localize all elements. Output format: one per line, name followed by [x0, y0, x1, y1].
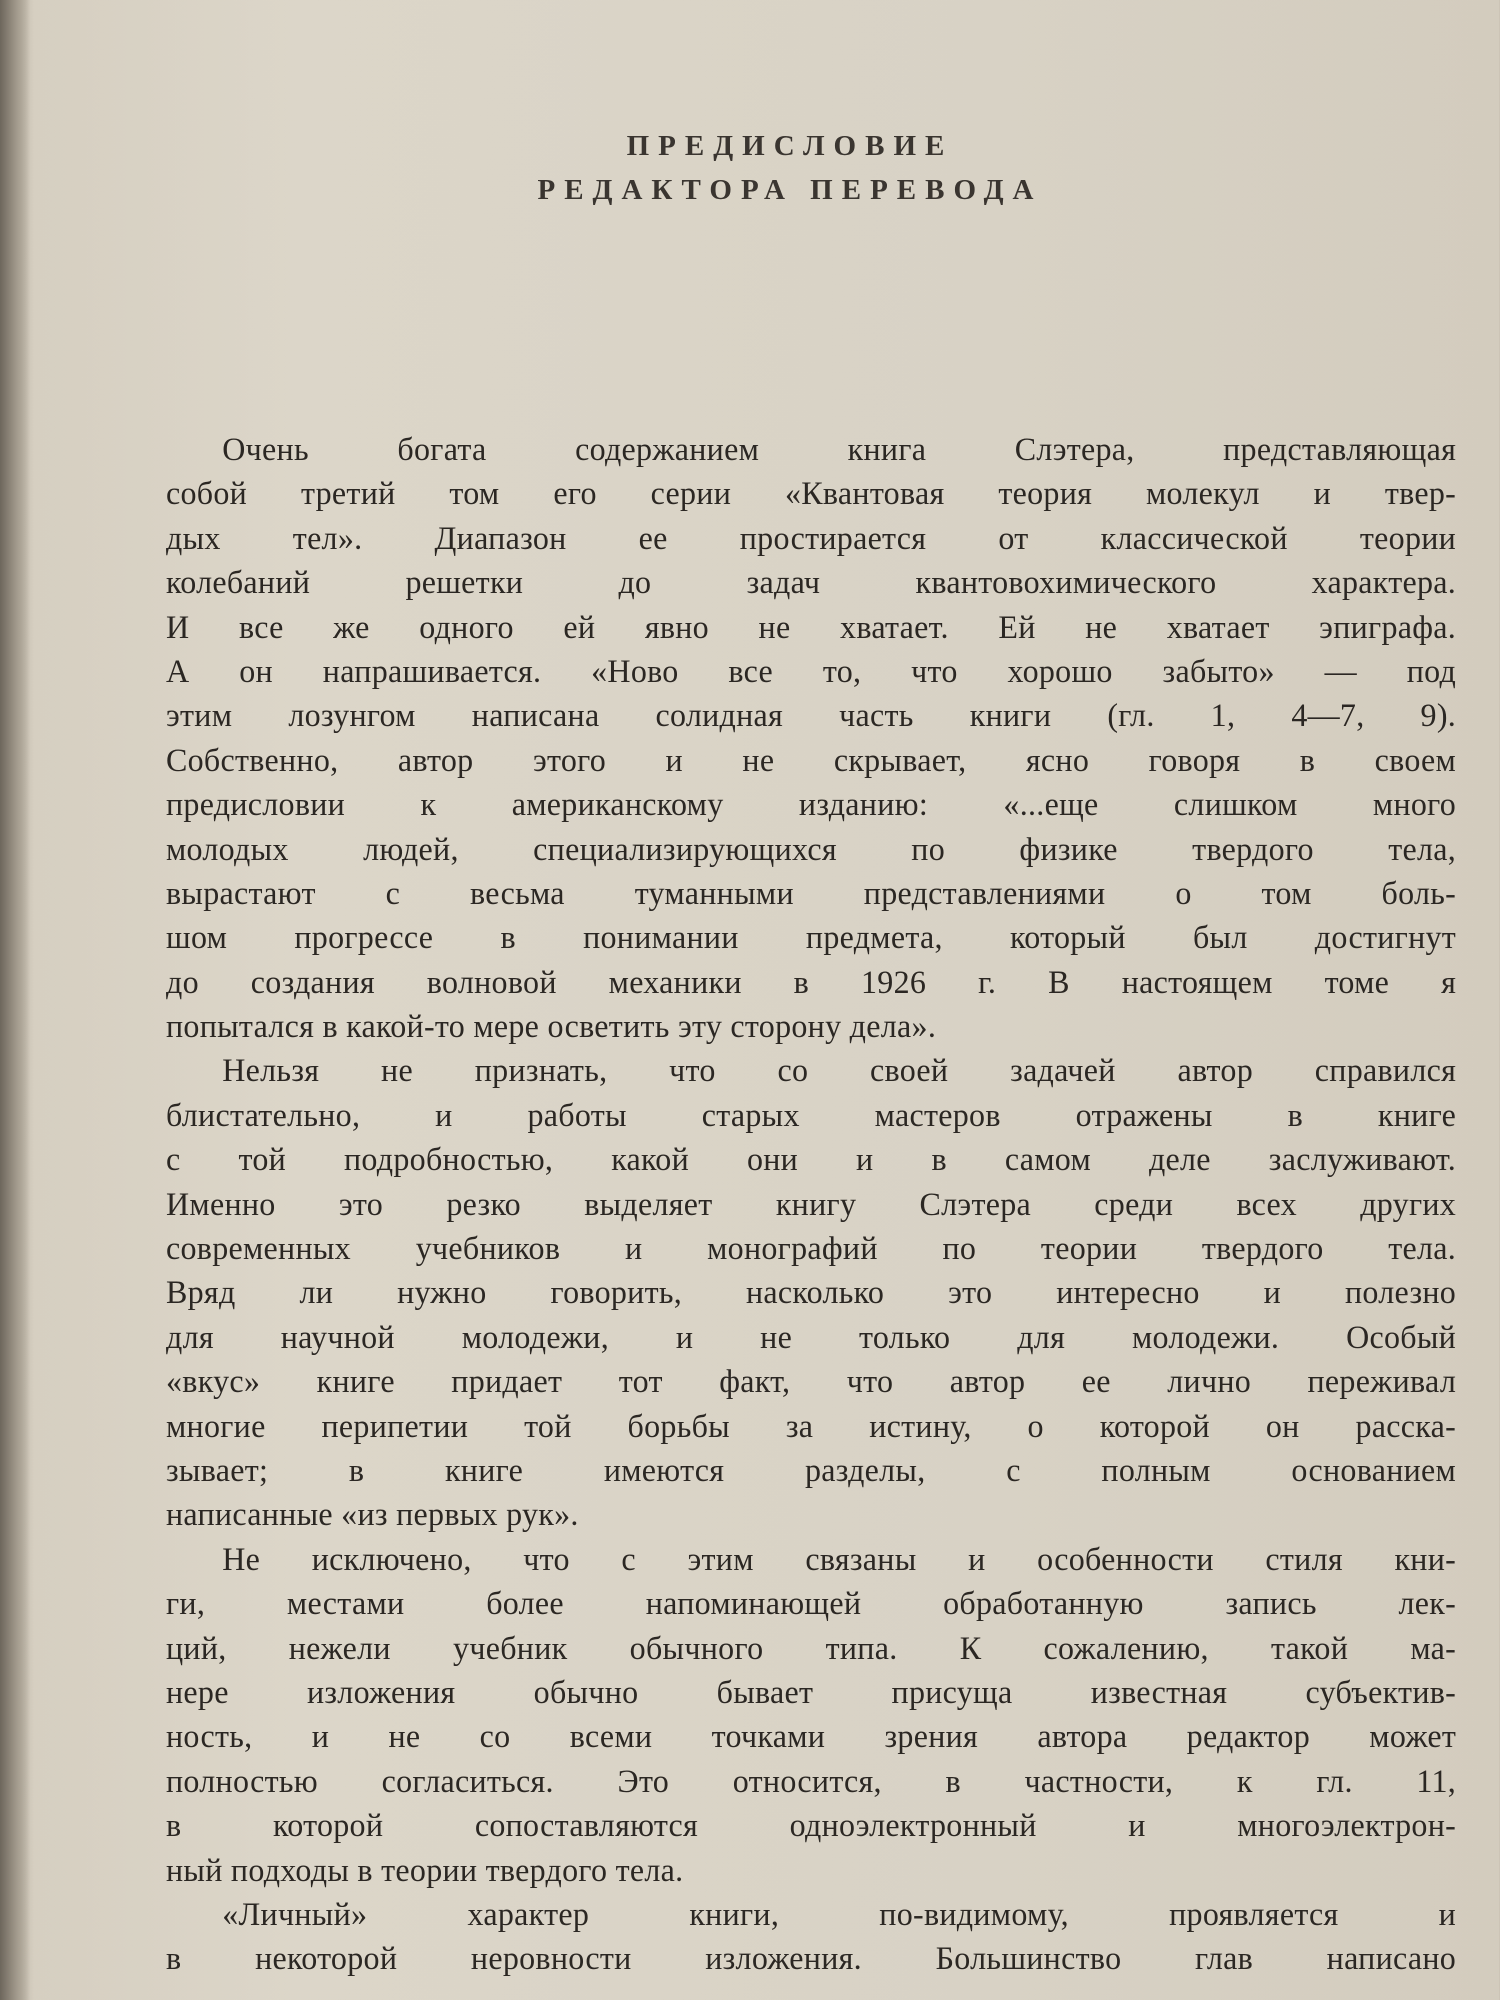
- heading-line-2: РЕДАКТОРА ПЕРЕВОДА: [537, 174, 1043, 206]
- text-line: предисловии к американскому изданию: «...еще слишком много: [166, 787, 1457, 824]
- text-line: современных учебников и монографий по теории твердого тела.: [166, 1231, 1457, 1268]
- text-line: собой третий том его серии «Квантовая теория молекул и твер-: [166, 476, 1457, 513]
- text-line: зывает; в книге имеются разделы, с полным основанием: [166, 1452, 1457, 1489]
- text-line: колебаний решетки до задач квантовохимического характера.: [166, 565, 1457, 602]
- text-line: Собственно, автор этого и не скрывает, ясно говоря в своем: [166, 742, 1457, 779]
- text-line: ный подходы в теории твердого тела.: [166, 1852, 684, 1889]
- text-line: полностью согласиться. Это относится, в частности, к гл. 11,: [166, 1763, 1457, 1800]
- heading-line-1: ПРЕДИСЛОВИЕ: [626, 130, 954, 162]
- text-line: шом прогрессе в понимании предмета, который был достигнут: [166, 920, 1457, 957]
- text-line: ги, местами более напоминающей обработанную запись лек-: [166, 1586, 1457, 1623]
- text-line: Нельзя не признать, что со своей задачей автор справился: [222, 1053, 1457, 1090]
- text-line: нере изложения обычно бывает присуща известная субъектив-: [166, 1674, 1457, 1711]
- paragraph: [166, 428, 1456, 1049]
- paragraph: [166, 1538, 1456, 1893]
- text-line: в некоторой неровности изложения. Большинство глав написано: [166, 1941, 1457, 1978]
- text-line: написанные «из первых рук».: [166, 1497, 579, 1534]
- text-line: «вкус» книге придает тот факт, что автор ее лично переживал: [166, 1364, 1457, 1401]
- text-line: Очень богата содержанием книга Слэтера, представляющая: [222, 432, 1457, 468]
- paragraph: [166, 1893, 1456, 1982]
- text-line: для научной молодежи, и не только для молодежи. Особый: [166, 1319, 1457, 1356]
- text-line: с той подробностью, какой они и в самом деле заслуживают.: [166, 1142, 1457, 1179]
- text-line: Именно это резко выделяет книгу Слэтера среди всех других: [166, 1186, 1457, 1223]
- text-line: дых тел». Диапазон ее простирается от классической теории: [166, 520, 1457, 557]
- body-text: [166, 428, 1456, 1982]
- text-line: И все же одного ей явно не хватает. Ей не хватает эпиграфа.: [166, 609, 1457, 646]
- book-spine-shadow: [0, 0, 30, 2000]
- text-line: А он напрашивается. «Ново все то, что хорошо забыто» — под: [166, 653, 1457, 690]
- text-line: в которой сопоставляются одноэлектронный и многоэлектрон-: [166, 1808, 1457, 1845]
- text-line: молодых людей, специализирующихся по физике твердого тела,: [166, 831, 1457, 868]
- text-line: многие перипетии той борьбы за истину, о которой он расска-: [166, 1408, 1457, 1445]
- text-line: до создания волновой механики в 1926 г. В настоящем томе я: [166, 964, 1457, 1001]
- text-line: ность, и не со всеми точками зрения автора редактор может: [166, 1719, 1457, 1756]
- text-line: блистательно, и работы старых мастеров отражены в книге: [166, 1097, 1457, 1134]
- text-line: Вряд ли нужно говорить, насколько это интересно и полезно: [166, 1275, 1457, 1312]
- text-line: этим лозунгом написана солидная часть книги (гл. 1, 4—7, 9).: [166, 698, 1457, 735]
- text-line: «Личный» характер книги, по-видимому, проявляется и: [222, 1896, 1457, 1933]
- paragraph: [166, 1049, 1456, 1537]
- text-line: Не исключено, что с этим связаны и особенности стиля кни-: [222, 1541, 1457, 1578]
- text-line: попытался в какой-то мере осветить эту сторону дела».: [166, 1009, 937, 1046]
- text-line: вырастают с весьма туманными представлениями о том боль-: [166, 875, 1457, 912]
- text-line: ций, нежели учебник обычного типа. К сожалению, такой ма-: [166, 1630, 1457, 1667]
